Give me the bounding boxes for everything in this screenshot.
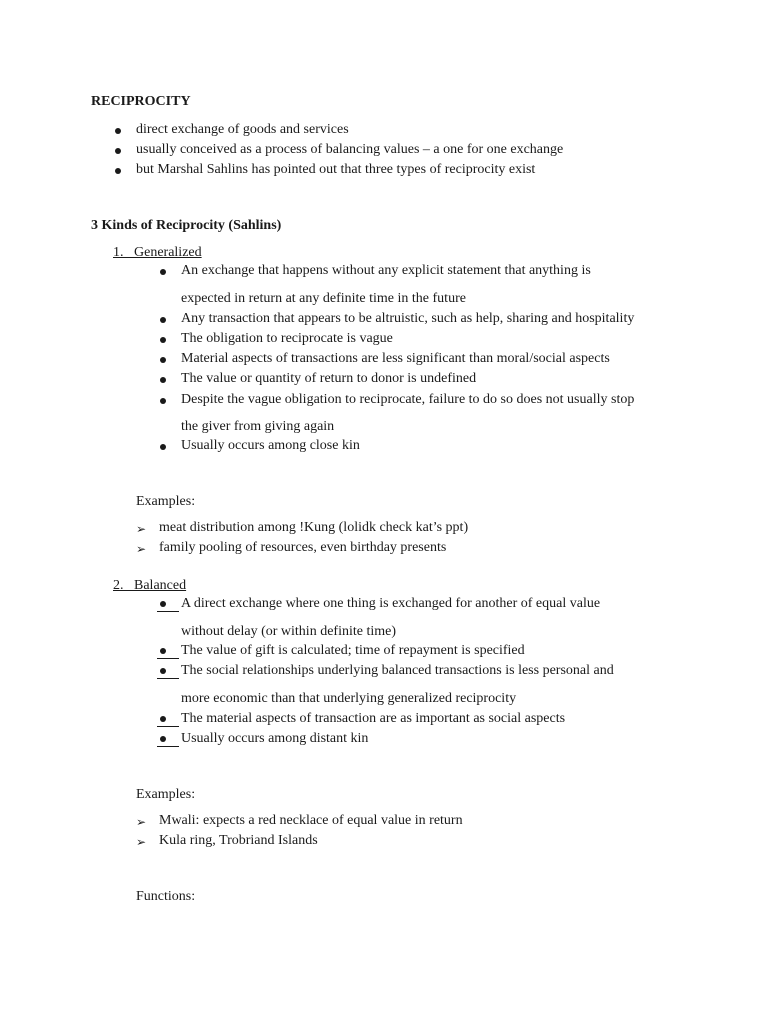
example-item: family pooling of resources, even birthday presents <box>159 540 447 555</box>
generalized-line: Any transaction that appears to be altruistic, such as help, sharing and hospitality <box>181 311 635 326</box>
balanced-line: The social relationships underlying balanced transactions is less personal and <box>181 663 614 678</box>
bullet-icon <box>160 337 166 343</box>
bullet-icon <box>160 269 166 275</box>
generalized-line: expected in return at any definite time in the future <box>181 291 466 306</box>
arrow-bullet-icon: ➢ <box>136 522 147 536</box>
arrow-bullet-icon: ➢ <box>136 835 147 849</box>
underlined-bullet-icon <box>157 598 179 612</box>
balanced-line: The value of gift is calculated; time of repayment is specified <box>181 643 525 658</box>
list-number: 1. <box>113 245 124 260</box>
example-item: Kula ring, Trobriand Islands <box>159 833 318 848</box>
bullet-icon <box>115 168 121 174</box>
intro-bullet: direct exchange of goods and services <box>136 122 349 137</box>
balanced-line: without delay (or within definite time) <box>181 624 397 639</box>
bullet-icon <box>160 317 166 323</box>
bullet-icon <box>160 444 166 450</box>
bullet-icon <box>160 398 166 404</box>
balanced-line: more economic than that underlying generalized reciprocity <box>181 691 517 706</box>
arrow-bullet-icon: ➢ <box>136 542 147 556</box>
bullet-icon <box>115 128 121 134</box>
intro-bullet: usually conceived as a process of balancing values – a one for one exchange <box>136 142 564 157</box>
page-title: RECIPROCITY <box>91 94 191 109</box>
generalized-line: The obligation to reciprocate is vague <box>181 331 393 346</box>
examples-label: Examples: <box>136 494 196 509</box>
example-item: Mwali: expects a red necklace of equal value in return <box>159 813 463 828</box>
generalized-line: An exchange that happens without any explicit statement that anything is <box>181 263 591 278</box>
underlined-bullet-icon <box>157 665 179 679</box>
generalized-line: Material aspects of transactions are less significant than moral/social aspects <box>181 351 610 366</box>
example-item: meat distribution among !Kung (lolidk check kat’s ppt) <box>159 520 469 535</box>
underlined-bullet-icon <box>157 645 179 659</box>
list-title: Balanced <box>134 578 187 593</box>
generalized-line: Despite the vague obligation to reciprocate, failure to do so does not usually stop <box>181 392 635 407</box>
generalized-line: The value or quantity of return to donor is undefined <box>181 371 477 386</box>
intro-bullet: but Marshal Sahlins has pointed out that three types of reciprocity exist <box>136 162 536 177</box>
bullet-icon <box>160 357 166 363</box>
balanced-line: A direct exchange where one thing is exchanged for another of equal value <box>181 596 601 611</box>
examples-label: Examples: <box>136 787 196 802</box>
generalized-heading <box>113 245 202 261</box>
list-number: 2. <box>113 578 124 593</box>
functions-label: Functions: <box>136 889 196 904</box>
underlined-bullet-icon <box>157 713 179 727</box>
generalized-line: the giver from giving again <box>181 419 335 434</box>
balanced-line: The material aspects of transaction are as important as social aspects <box>181 711 566 726</box>
list-title: Generalized <box>134 245 202 260</box>
arrow-bullet-icon: ➢ <box>136 815 147 829</box>
balanced-line: Usually occurs among distant kin <box>181 731 369 746</box>
underlined-bullet-icon <box>157 733 179 747</box>
bullet-icon <box>160 377 166 383</box>
section-heading: 3 Kinds of Reciprocity (Sahlins) <box>91 218 282 233</box>
balanced-heading <box>113 578 186 594</box>
generalized-line: Usually occurs among close kin <box>181 438 360 453</box>
bullet-icon <box>115 148 121 154</box>
